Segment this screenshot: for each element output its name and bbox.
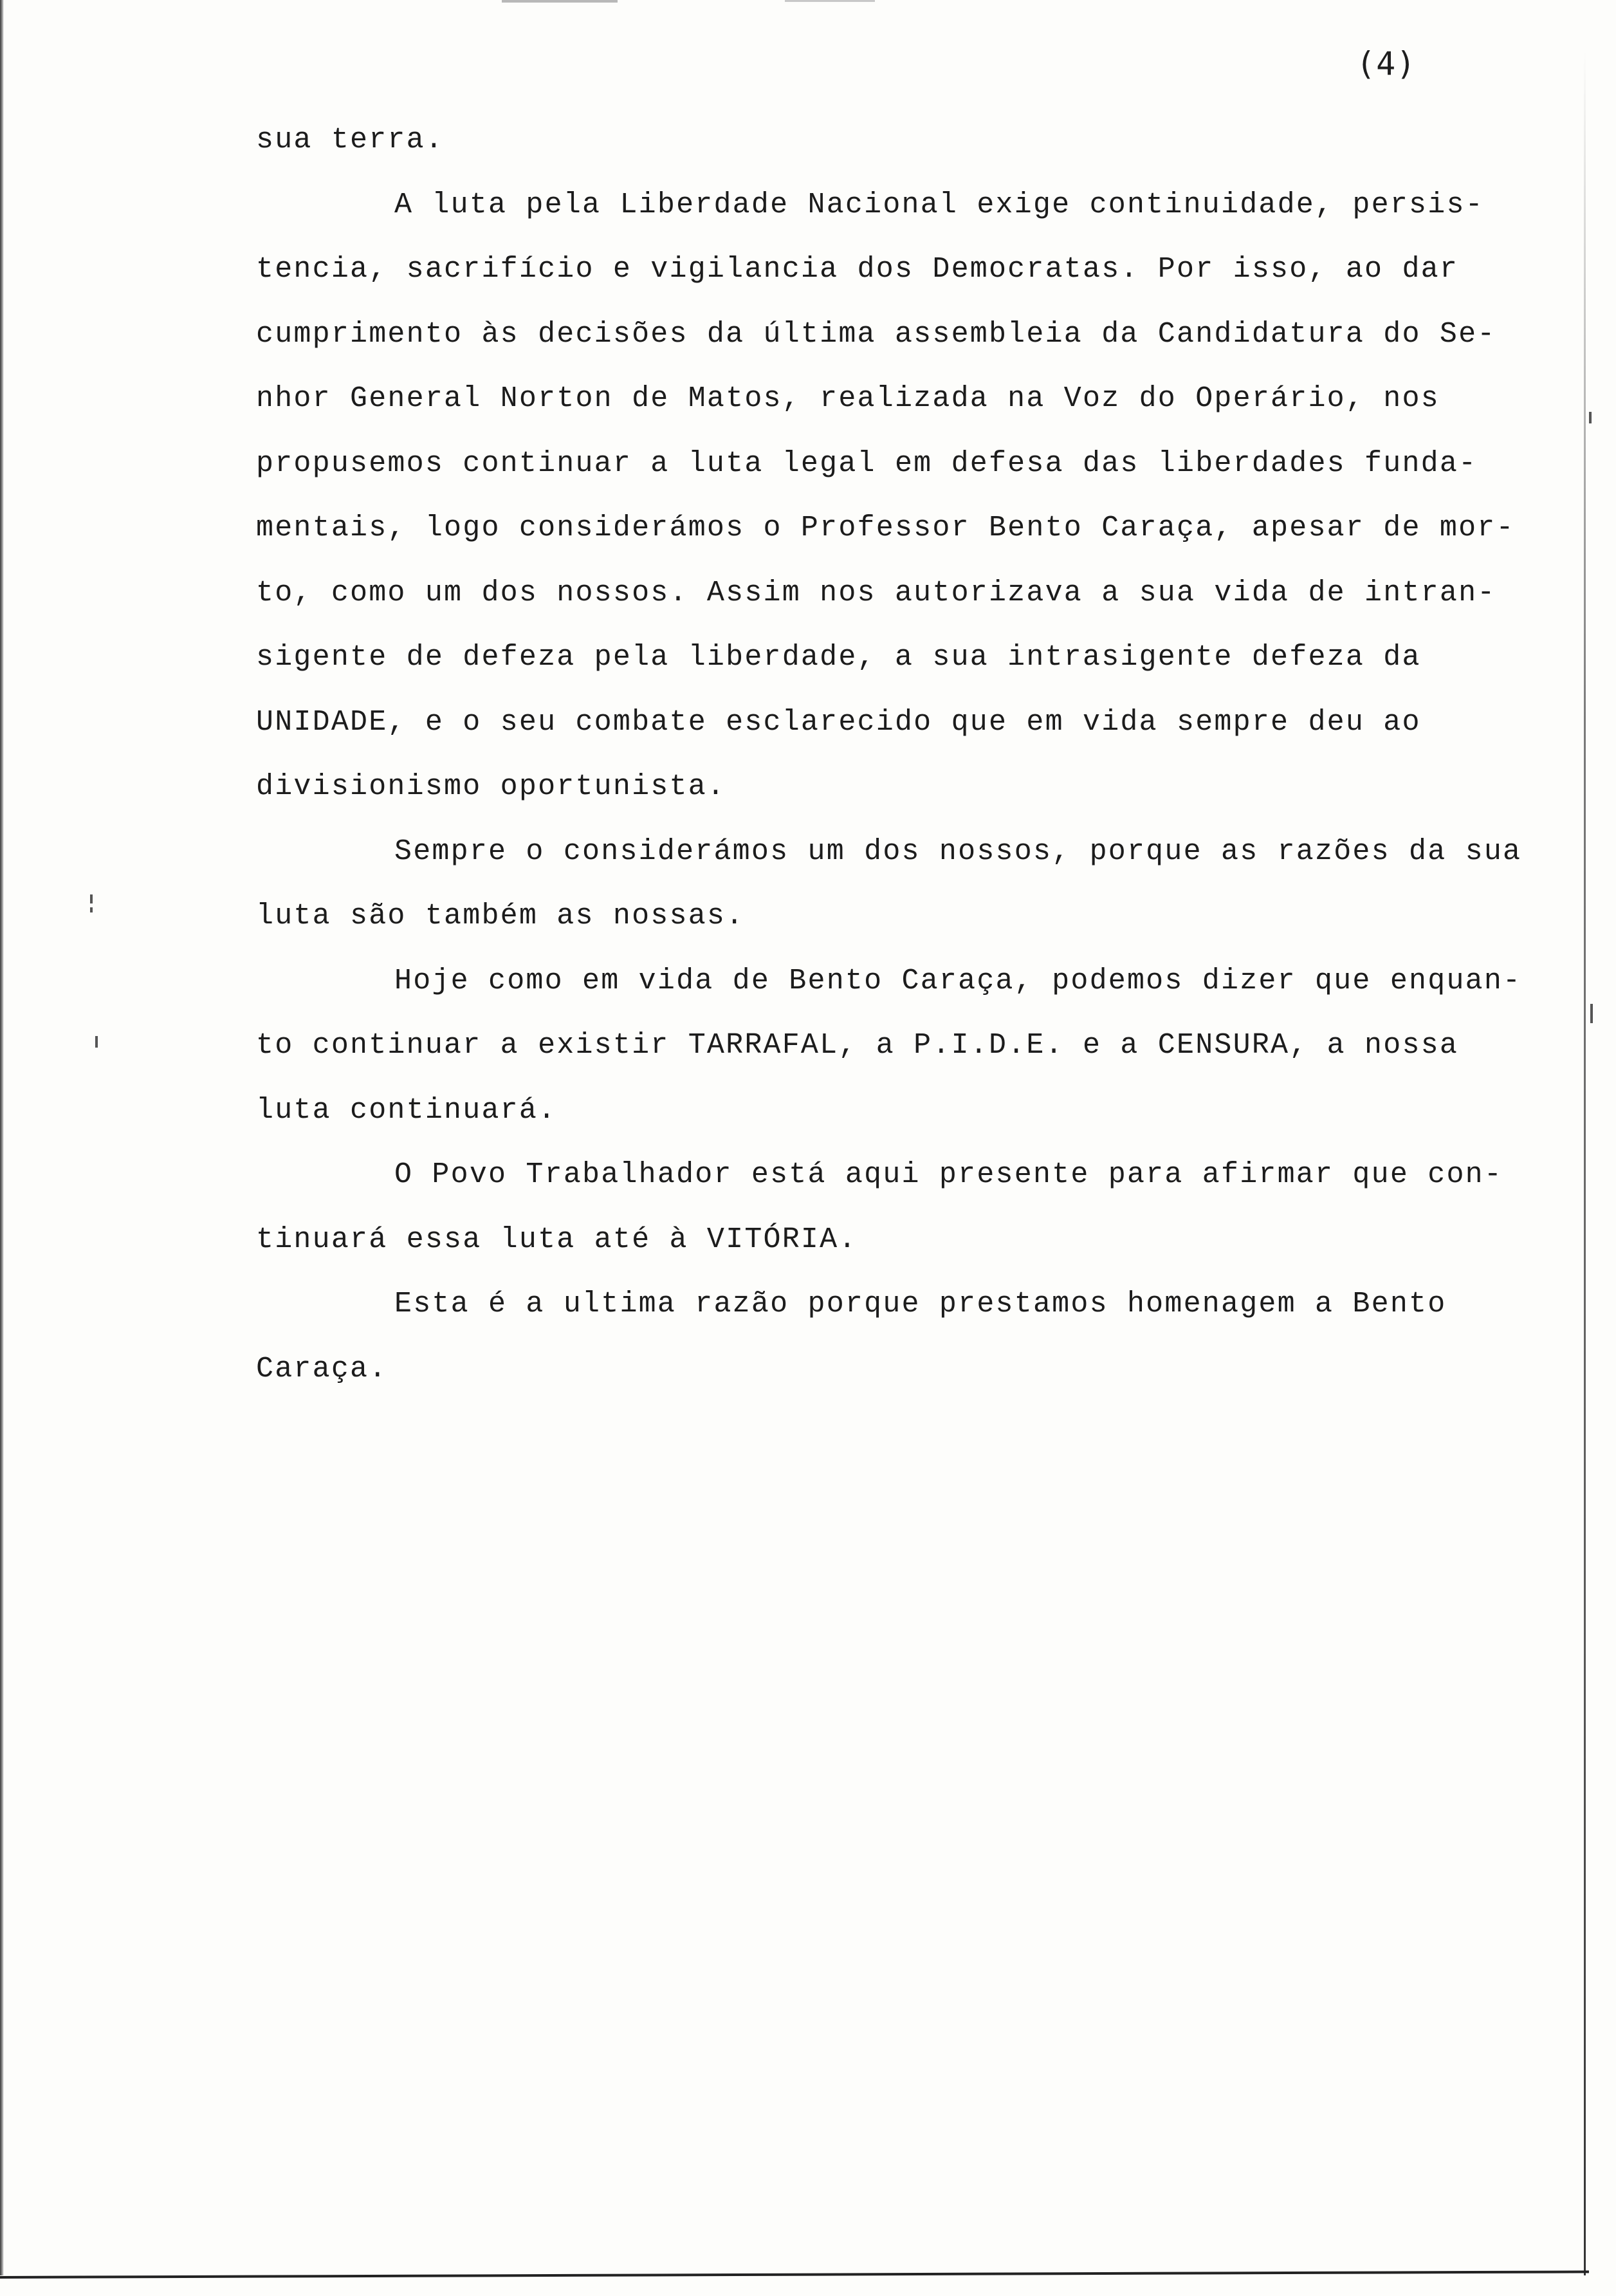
text-line: tinuará essa luta até à VITÓRIA. bbox=[256, 1223, 858, 1256]
text-line: tencia, sacrifício e vigilancia dos Democratas. Por isso, ao dar bbox=[256, 253, 1459, 286]
scan-speck bbox=[95, 1036, 98, 1048]
text-line: UNIDADE, e o seu combate esclarecido que em vida sempre deu ao bbox=[256, 705, 1421, 739]
text-line: Sempre o considerámos um dos nossos, porque as razões da sua bbox=[394, 835, 1522, 868]
scan-right-edge bbox=[1584, 51, 1586, 2278]
text-line: Esta é a ultima razão porque prestamos homenagem a Bento bbox=[394, 1288, 1447, 1320]
text-line: to continuar a existir TARRAFAL, a P.I.D.E. e a CENSURA, a nossa bbox=[256, 1029, 1459, 1062]
text-line: luta são também as nossas. bbox=[256, 900, 745, 932]
scan-smudge bbox=[502, 0, 618, 3]
text-line: Hoje como em vida de Bento Caraça, podemos dizer que enquan- bbox=[394, 964, 1522, 997]
text-line: mentais, logo considerámos o Professor Bento Caraça, apesar de mor- bbox=[256, 512, 1515, 544]
text-line: A luta pela Liberdade Nacional exige continuidade, persis- bbox=[394, 188, 1484, 221]
text-line: cumprimento às decisões da última assembleia da Candidatura do Se- bbox=[256, 317, 1496, 351]
text-line: nhor General Norton de Matos, realizada na Voz do Operário, nos bbox=[256, 382, 1440, 415]
scan-smudge bbox=[785, 0, 875, 2]
scan-left-edge bbox=[0, 0, 4, 2296]
scan-speck bbox=[90, 907, 93, 912]
text-line: luta continuará. bbox=[256, 1093, 557, 1127]
page-number: (4) bbox=[1356, 45, 1417, 82]
text-line: propusemos continuar a luta legal em defesa das liberdades funda- bbox=[256, 447, 1478, 480]
text-line: to, como um dos nossos. Assim nos autorizava a sua vida de intran- bbox=[256, 576, 1496, 609]
text-line: sua terra. bbox=[256, 124, 445, 156]
typed-letter-body bbox=[256, 108, 1522, 1402]
text-line: O Povo Trabalhador está aqui presente para afirmar que con- bbox=[394, 1158, 1503, 1191]
text-line: Caraça. bbox=[256, 1352, 388, 1385]
text-line: divisionismo oportunista. bbox=[256, 770, 726, 803]
scan-speck bbox=[1590, 1004, 1593, 1023]
scan-bottom-margin bbox=[0, 2275, 1616, 2296]
text-line: sigente de defeza pela liberdade, a sua intrasigente defeza da bbox=[256, 641, 1421, 674]
scan-speck bbox=[1589, 412, 1592, 423]
scan-speck bbox=[90, 894, 93, 903]
